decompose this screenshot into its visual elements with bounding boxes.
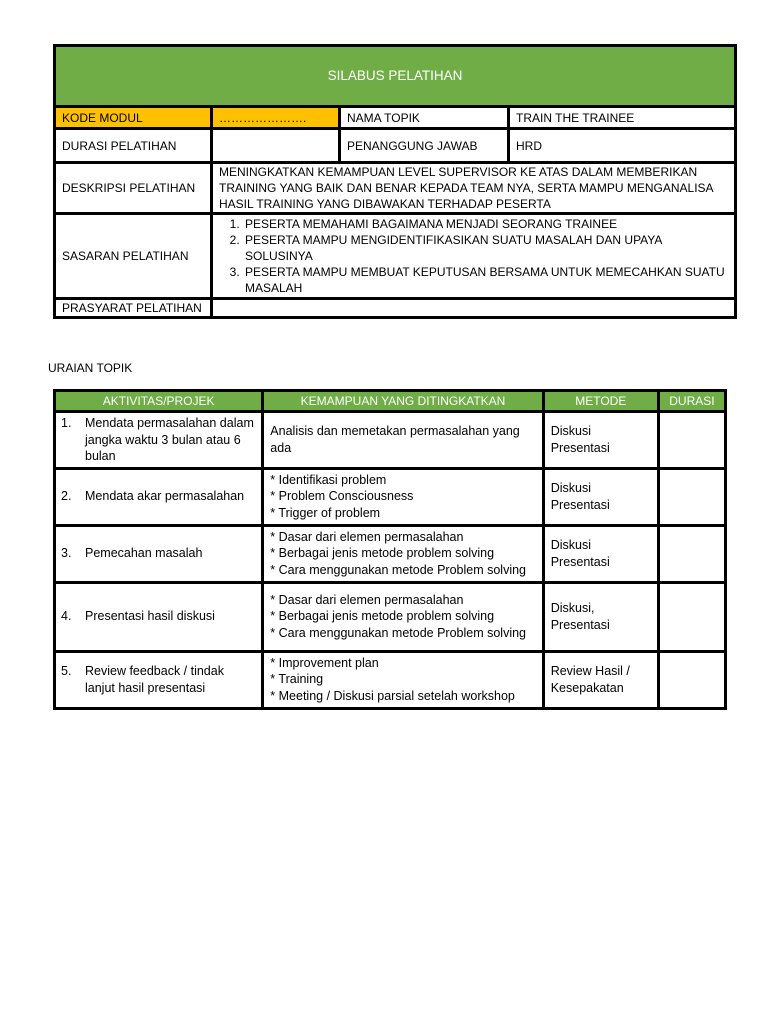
activity-text: Mendata permasalahan dalam jangka waktu 3 bulan atau 6 bulan (85, 416, 254, 463)
skill-line: * Meeting / Diskusi parsial setelah workshop (270, 688, 515, 703)
method-cell (543, 525, 658, 582)
sasaran-item: 2. PESERTA MAMPU MENGIDENTIFIKASIKAN SUATU MASALAH DAN UPAYA SOLUSINYA (243, 232, 728, 264)
deskripsi-value: MENINGKATKAN KEMAMPUAN LEVEL SUPERVISOR KE ATAS DALAM MEMBERIKAN TRAINING YANG BAIK DAN BENAR KEPADA TEAM NYA, SERTA MAMPU MENGANALISA HASIL TRAINING YANG DIBAWAKAN TERHADAP PESERTA (212, 163, 736, 214)
skill-line: * Training (270, 672, 324, 687)
activity-text: Mendata akar permasalahan (85, 489, 245, 504)
method-line: Diskusi (550, 538, 591, 552)
penanggung-jawab-label: PENANGGUNG JAWAB (340, 129, 509, 163)
method-cell (543, 582, 658, 651)
header-aktivitas: AKTIVITAS/PROJEK (55, 391, 263, 412)
row-number: 1. (61, 416, 72, 430)
skills-cell (263, 651, 543, 708)
kode-modul-label: KODE MODUL (55, 107, 212, 129)
nama-topik-label: NAMA TOPIK (340, 107, 509, 129)
syllabus-table (53, 44, 737, 319)
skill-line: * Problem Consciousness (270, 489, 414, 504)
method-line: Presentasi (550, 617, 610, 632)
method-cell (543, 412, 658, 469)
skill-line: * Identifikasi problem (270, 472, 387, 487)
uraian-topik-heading: URAIAN TOPIK (48, 361, 133, 375)
activity-text: Review feedback / tindak lanjut hasil presentasi (85, 664, 224, 695)
header-kemampuan: KEMAMPUAN YANG DITINGKATKAN (263, 391, 543, 412)
skills-cell (263, 525, 543, 582)
duration-cell (658, 468, 725, 525)
method-line: Review Hasil / (550, 664, 630, 678)
skills-cell (263, 582, 543, 651)
penanggung-jawab-value: HRD (509, 129, 736, 163)
activity-text: Presentasi hasil diskusi (85, 609, 215, 624)
durasi-value (212, 129, 340, 163)
sasaran-value (212, 214, 736, 299)
sasaran-list (219, 216, 728, 296)
kode-modul-value: …………………. (212, 107, 340, 129)
skill-line: * Dasar dari elemen permasalahan (270, 592, 464, 607)
header-metode: METODE (543, 391, 658, 412)
skill-line: * Improvement plan (270, 655, 379, 670)
table-row (55, 651, 726, 708)
durasi-label: DURASI PELATIHAN (55, 129, 212, 163)
activity-cell (55, 412, 263, 469)
table-row (55, 412, 726, 469)
row-number: 5. (61, 664, 72, 678)
method-line: Diskusi (550, 424, 591, 439)
method-line: Diskusi (550, 481, 591, 495)
method-cell (543, 651, 658, 708)
row-number: 4. (61, 609, 72, 624)
skill-line: * Cara menggunakan metode Problem solving (270, 562, 526, 577)
table-row (55, 525, 726, 582)
skill-line: * Trigger of problem (270, 505, 381, 520)
table-row (55, 468, 726, 525)
skill-line: Analisis dan memetakan permasalahan yang ada (270, 424, 520, 455)
duration-cell (658, 651, 725, 708)
activity-cell (55, 525, 263, 582)
sasaran-item: 1. PESERTA MEMAHAMI BAGAIMANA MENJADI SEORANG TRAINEE (243, 216, 728, 232)
method-line: Diskusi, (550, 601, 595, 615)
skills-cell (263, 412, 543, 469)
method-line: Presentasi (550, 497, 610, 512)
skills-cell (263, 468, 543, 525)
table-row (55, 582, 726, 651)
skill-line: * Berbagai jenis metode problem solving (270, 546, 495, 561)
duration-cell (658, 582, 725, 651)
nama-topik-value: TRAIN THE TRAINEE (509, 107, 736, 129)
activity-cell (55, 468, 263, 525)
topics-header-row (55, 391, 726, 412)
sasaran-label: SASARAN PELATIHAN (55, 214, 212, 299)
skill-line: * Cara menggunakan metode Problem solving (270, 625, 526, 640)
activity-text: Pemecahan masalah (85, 546, 203, 561)
duration-cell (658, 412, 725, 469)
duration-cell (658, 525, 725, 582)
skill-line: * Dasar dari elemen permasalahan (270, 529, 464, 544)
sasaran-item: 3. PESERTA MAMPU MEMBUAT KEPUTUSAN BERSAMA UNTUK MEMECAHKAN SUATU MASALAH (243, 264, 728, 296)
header-durasi: DURASI (658, 391, 725, 412)
method-cell (543, 468, 658, 525)
row-number: 2. (61, 489, 72, 504)
topics-table (53, 389, 727, 710)
method-line: Presentasi (550, 440, 610, 455)
prasyarat-value (212, 299, 736, 318)
row-number: 3. (61, 546, 72, 561)
method-line: Presentasi (550, 554, 610, 569)
activity-cell (55, 651, 263, 708)
skill-line: * Berbagai jenis metode problem solving (270, 609, 495, 624)
prasyarat-label: PRASYARAT PELATIHAN (55, 299, 212, 318)
deskripsi-label: DESKRIPSI PELATIHAN (55, 163, 212, 214)
activity-cell (55, 582, 263, 651)
method-line: Kesepakatan (550, 680, 624, 695)
syllabus-title: SILABUS PELATIHAN (55, 46, 736, 107)
